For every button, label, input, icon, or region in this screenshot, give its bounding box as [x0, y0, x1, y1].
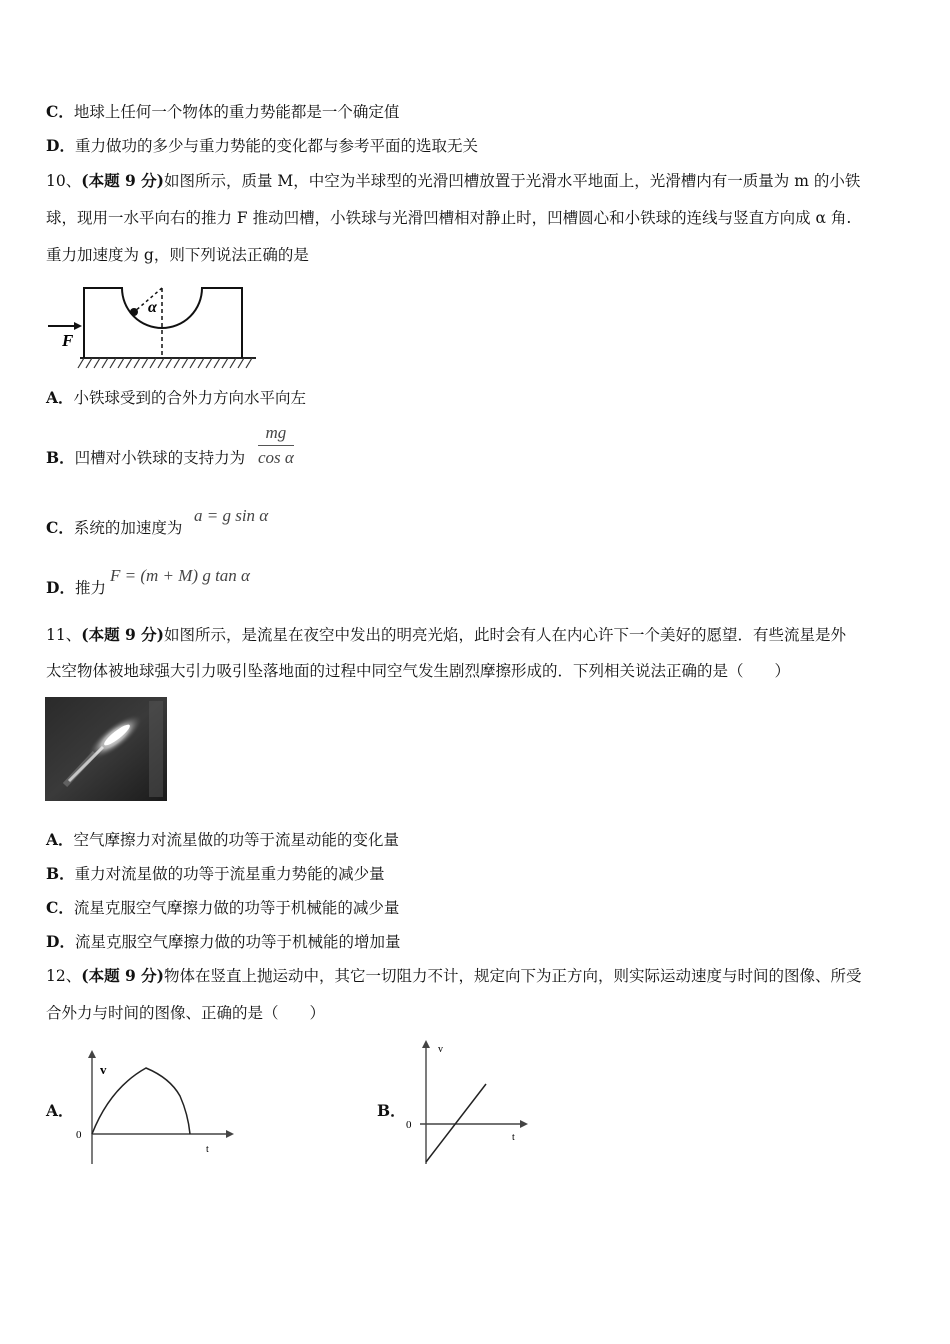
option-text: 凹槽对小铁球的支持力为 [74, 449, 246, 467]
q10-option-b [46, 448, 245, 468]
option-letter: B． [46, 448, 75, 467]
question-score: (本题 9 分) [81, 625, 164, 644]
q12-graph-b-letter: B． [377, 1101, 406, 1120]
option-text: 空气摩擦力对流星做的功等于流星动能的变化量 [73, 831, 400, 849]
stem-text: 物体在竖直上抛运动中，其它一切阻力不计，规定向下为正方向，则实际运动速度与时间的图像、所受 [163, 967, 862, 985]
q11-option-d [46, 932, 400, 952]
option-letter: A． [46, 830, 74, 849]
y-axis-label: v [100, 1062, 107, 1077]
q10-stem-line3: 重力加速度为 g，则下列说法正确的是 [46, 246, 309, 264]
question-number: 10、 [46, 172, 82, 190]
q11-stem-line2: 太空物体被地球强大引力吸引坠落地面的过程中同空气发生剧烈摩擦形成的．下列相关说法正确的是（ ） [46, 662, 791, 680]
x-axis-label: t [512, 1132, 515, 1143]
q11-option-a [46, 830, 399, 850]
option-letter: B． [46, 864, 75, 883]
q12-graph-a-letter: A． [46, 1101, 74, 1120]
question-number: 11、 [46, 626, 82, 644]
q11-option-b [46, 864, 385, 884]
question-score: (本题 9 分) [81, 966, 164, 985]
option-text: 流星克服空气摩擦力做的功等于机械能的减少量 [73, 899, 400, 917]
q10-stem-line1 [46, 171, 860, 191]
option-letter: D． [46, 136, 75, 155]
q10-groove-figure [44, 282, 260, 374]
q12-stem-line2: 合外力与时间的图像、正确的是（ ） [46, 1004, 326, 1022]
fraction-denominator: cos α [258, 448, 294, 467]
q9-option-c [46, 102, 399, 122]
q10-option-a [46, 388, 306, 408]
q9-option-d [46, 136, 478, 156]
q10-option-b-fraction [258, 423, 294, 468]
option-text: 小铁球受到的合外力方向水平向左 [73, 389, 307, 407]
q12-stem-line1 [46, 966, 862, 986]
option-letter: C． [46, 102, 74, 121]
option-letter: C． [46, 518, 74, 537]
q10-option-c [46, 518, 182, 538]
option-text: 系统的加速度为 [73, 519, 183, 537]
y-axis-label: v [438, 1044, 443, 1055]
fraction-numerator: mg [258, 423, 294, 446]
q12-graph-a [70, 1048, 240, 1168]
q11-option-c [46, 898, 399, 918]
q10-option-d [46, 578, 106, 598]
origin-label: 0 [406, 1119, 412, 1131]
q10-stem-line2: 球，现用一水平向右的推力 F 推动凹槽，小铁球与光滑凹槽相对静止时，凹槽圆心和小铁球的连线与竖直方向成 α 角. [46, 209, 852, 227]
meteor-photo [45, 697, 167, 801]
question-number: 12、 [46, 967, 82, 985]
q10-option-d-formula: F = (m + M) g tan α [110, 566, 250, 585]
force-label: F [62, 331, 74, 350]
option-letter: C． [46, 898, 74, 917]
option-text: 推力 [74, 579, 106, 597]
stem-text: 如图所示，质量 M，中空为半球型的光滑凹槽放置于光滑水平地面上，光滑槽内有一质量为 m 的小铁 [163, 172, 861, 190]
x-axis-label: t [206, 1144, 209, 1155]
option-text: 重力对流星做的功等于流星重力势能的减少量 [74, 865, 385, 883]
option-letter: A． [46, 388, 74, 407]
option-text: 流星克服空气摩擦力做的功等于机械能的增加量 [74, 933, 401, 951]
q12-graph-b [400, 1038, 540, 1168]
q11-stem-line1 [46, 625, 846, 645]
angle-label: α [148, 299, 157, 316]
option-letter: D． [46, 932, 75, 951]
option-text: 地球上任何一个物体的重力势能都是一个确定值 [73, 103, 400, 121]
option-letter: D． [46, 578, 75, 597]
option-text: 重力做功的多少与重力势能的变化都与参考平面的选取无关 [74, 137, 478, 155]
stem-text: 如图所示，是流星在夜空中发出的明亮光焰，此时会有人在内心许下一个美好的愿望．有些流星是外 [163, 626, 846, 644]
origin-label: 0 [76, 1129, 82, 1141]
q10-option-c-formula: a = g sin α [194, 506, 269, 525]
question-score: (本题 9 分) [81, 171, 164, 190]
